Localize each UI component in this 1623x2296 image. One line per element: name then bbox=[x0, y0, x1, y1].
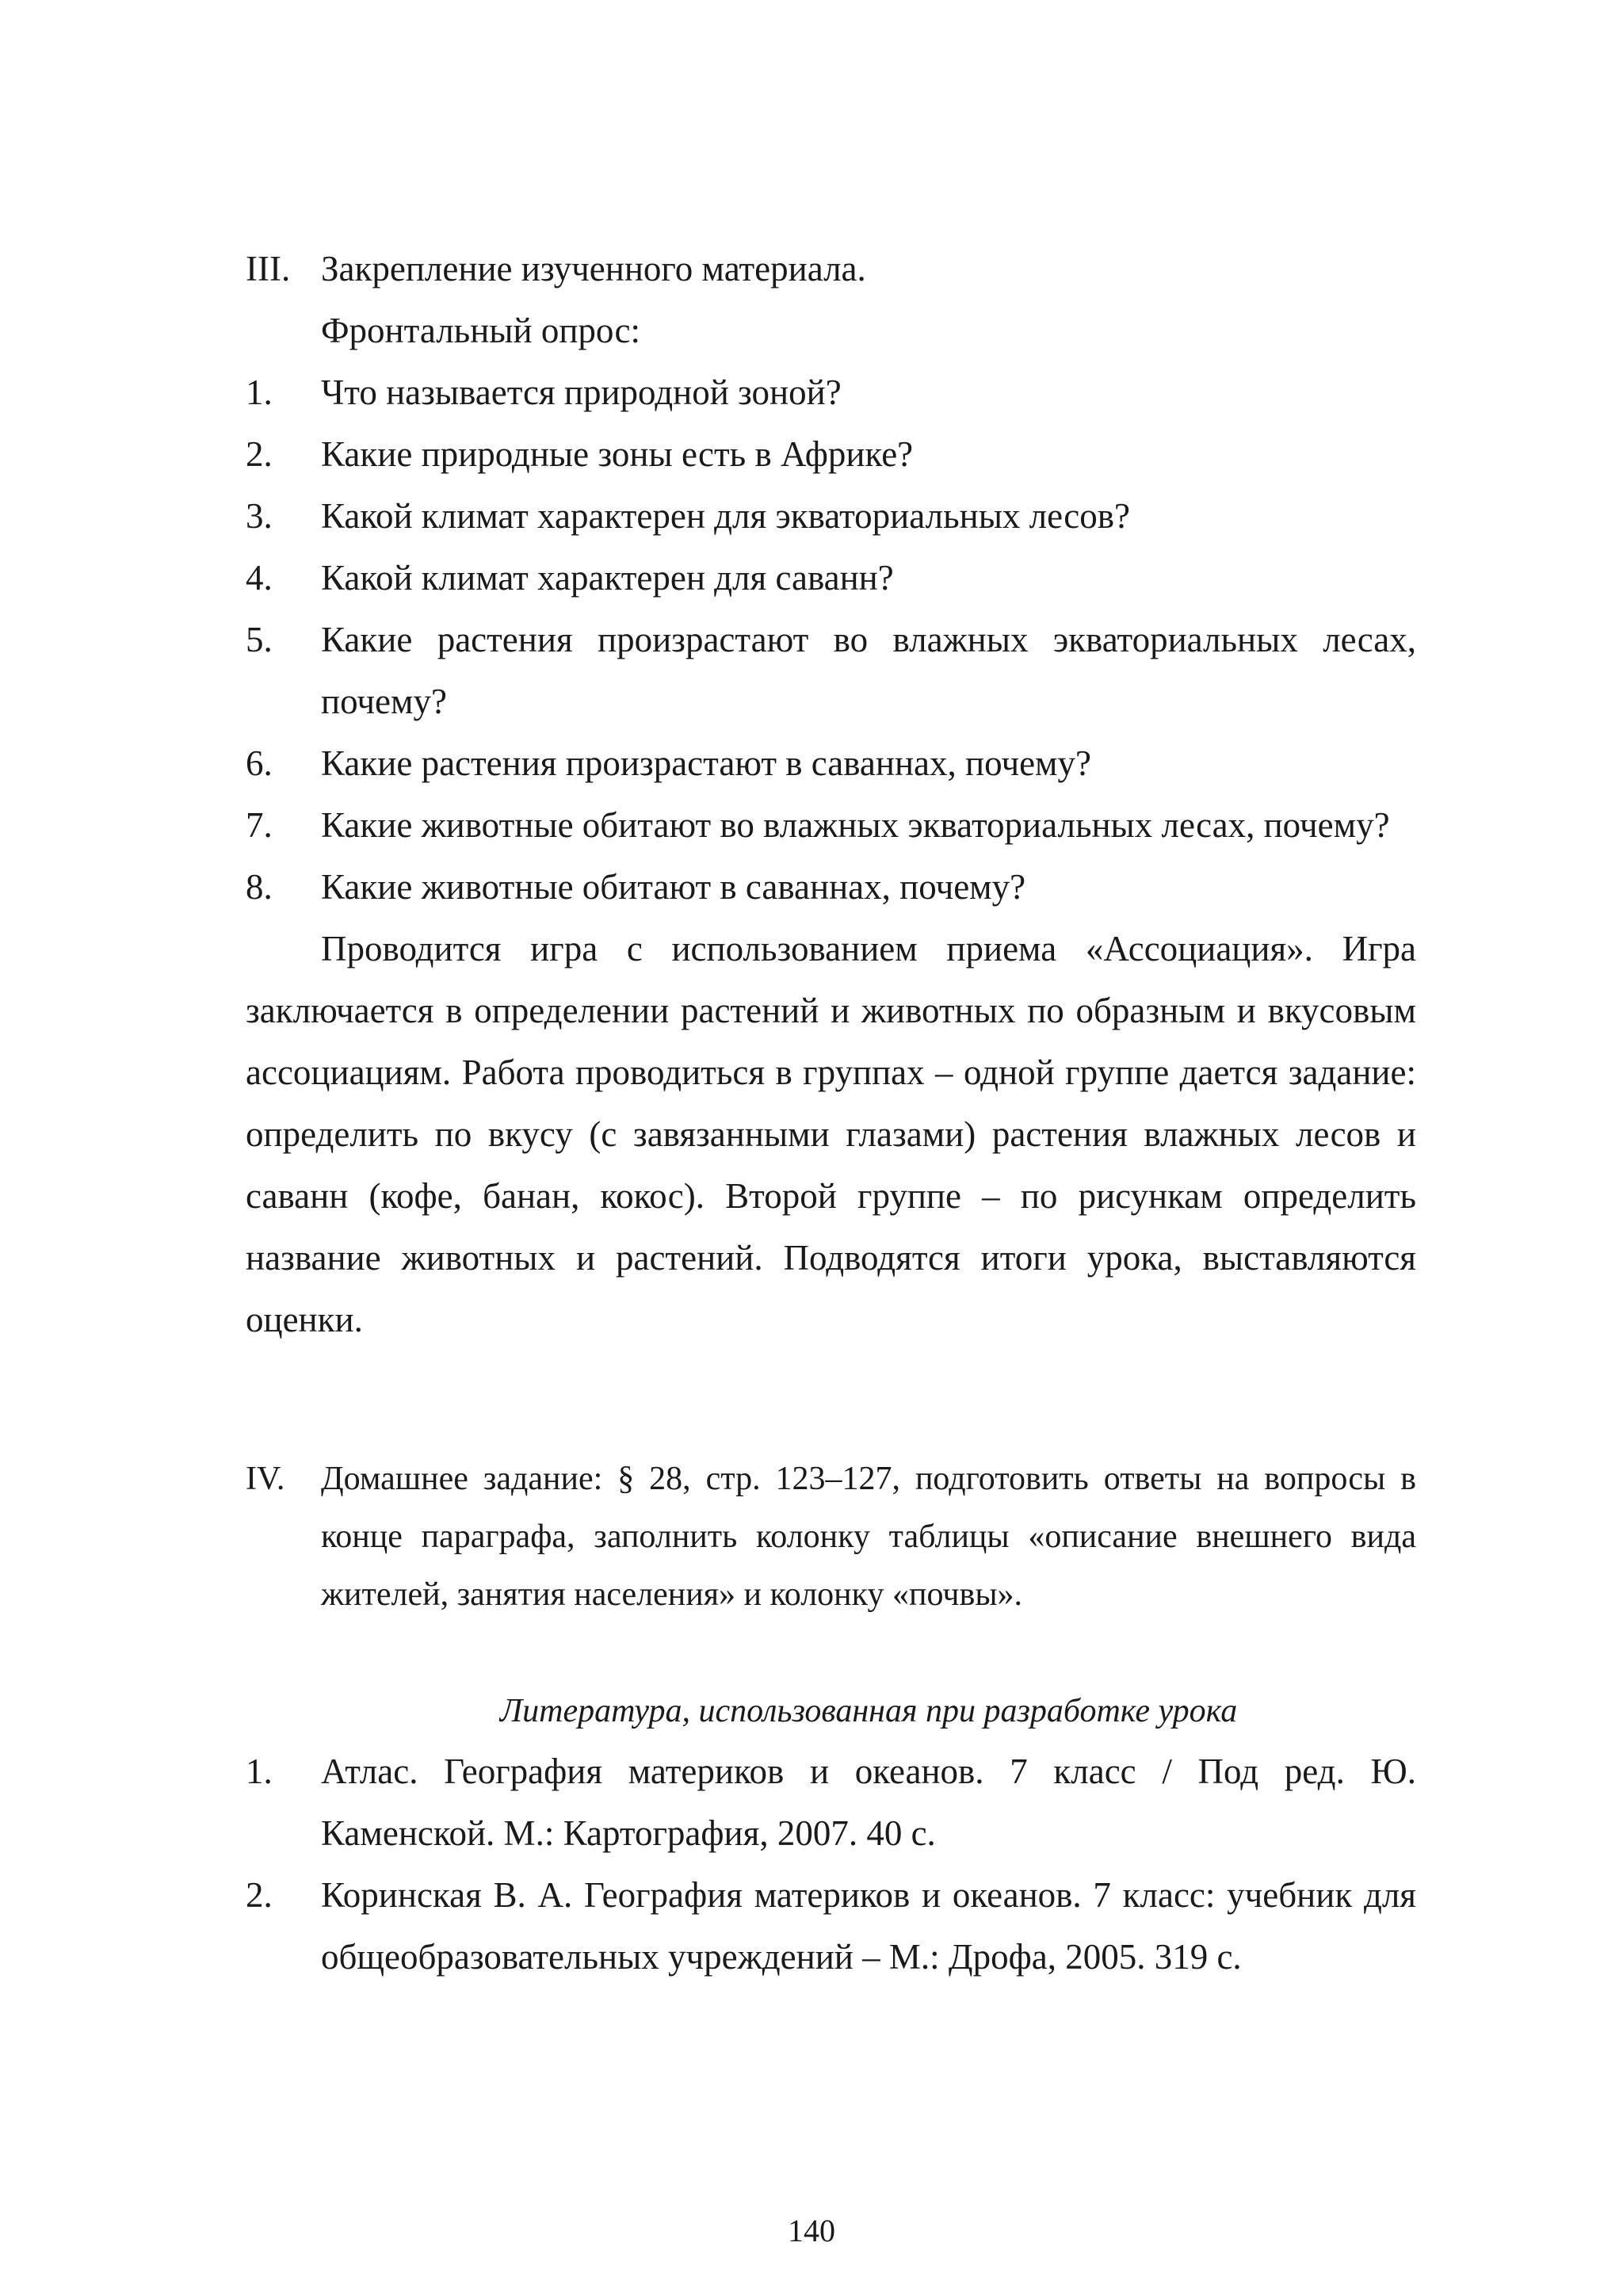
game-paragraph: Проводится игра с использованием приема «Ассоциация». Игра заключается в определении растений и животных по образным и вкусовым ассоциациям. Работа проводиться в группах – одной группе дается задание: определить по вкусу (с завязанными глазами) растения влажных лесов и саванн (кофе, банан, кокос). Второй группе – по рисункам определить название животных и растений. Подводятся итоги урока, выставляются оценки. bbox=[246, 929, 1416, 1339]
page-number: 140 bbox=[788, 2213, 835, 2248]
list-item bbox=[246, 485, 1416, 547]
item-number: 2. bbox=[246, 434, 273, 474]
list-item bbox=[246, 361, 1416, 423]
item-number: 2. bbox=[246, 1875, 273, 1915]
item-number: 5. bbox=[246, 620, 273, 659]
item-number: 1. bbox=[246, 1752, 273, 1791]
item-text: Что называется природной зоной? bbox=[321, 372, 842, 412]
list-item bbox=[246, 423, 1416, 485]
list-item bbox=[246, 856, 1416, 918]
list-item bbox=[246, 547, 1416, 609]
item-text: Какие животные обитают в саваннах, почему? bbox=[321, 867, 1026, 907]
literature-heading: Литература, использованная при разработке урока bbox=[499, 1693, 1238, 1729]
section-3 bbox=[246, 238, 1416, 1350]
item-text: Коринская В. А. География материков и океанов. 7 класс: учебник для общеобразовательных учреждений – М.: Дрофа, 2005. 319 с. bbox=[321, 1875, 1416, 1977]
literature-section bbox=[246, 1685, 1416, 1988]
list-item bbox=[246, 609, 1416, 732]
homework-item bbox=[246, 1450, 1416, 1624]
section-number: IV. bbox=[246, 1461, 285, 1497]
item-text: Какой климат характерен для экваториальных лесов? bbox=[321, 496, 1130, 536]
homework-text: Домашнее задание: § 28, стр. 123–127, подготовить ответы на вопросы в конце параграфа, заполнить колонку таблицы «описание внешнего вида жителей, занятия населения» и колонку «почвы». bbox=[321, 1461, 1416, 1613]
section-subtitle: Фронтальный опрос: bbox=[321, 311, 641, 350]
list-item bbox=[246, 732, 1416, 794]
section-heading bbox=[246, 238, 1416, 300]
item-number: 4. bbox=[246, 558, 273, 598]
list-item bbox=[246, 794, 1416, 856]
item-number: 7. bbox=[246, 805, 273, 845]
item-text: Атлас. География материков и океанов. 7 класс / Под ред. Ю. Каменской. М.: Картография, 2007. 40 с. bbox=[321, 1752, 1416, 1853]
item-number: 6. bbox=[246, 743, 273, 783]
item-number: 3. bbox=[246, 496, 273, 536]
item-text: Какие животные обитают во влажных экваториальных лесах, почему? bbox=[321, 805, 1390, 845]
question-list bbox=[246, 361, 1416, 918]
section-title: Закрепление изученного материала. bbox=[321, 249, 866, 288]
section-4 bbox=[246, 1450, 1416, 1624]
item-text: Какой климат характерен для саванн? bbox=[321, 558, 894, 598]
item-text: Какие природные зоны есть в Африке? bbox=[321, 434, 914, 474]
item-number: 1. bbox=[246, 372, 273, 412]
item-text: Какие растения произрастают в саваннах, почему? bbox=[321, 743, 1092, 783]
item-number: 8. bbox=[246, 867, 273, 907]
section-number: III. bbox=[246, 249, 291, 288]
literature-item bbox=[246, 1740, 1416, 1864]
item-text: Какие растения произрастают во влажных экваториальных лесах, почему? bbox=[321, 620, 1416, 721]
literature-item bbox=[246, 1864, 1416, 1988]
